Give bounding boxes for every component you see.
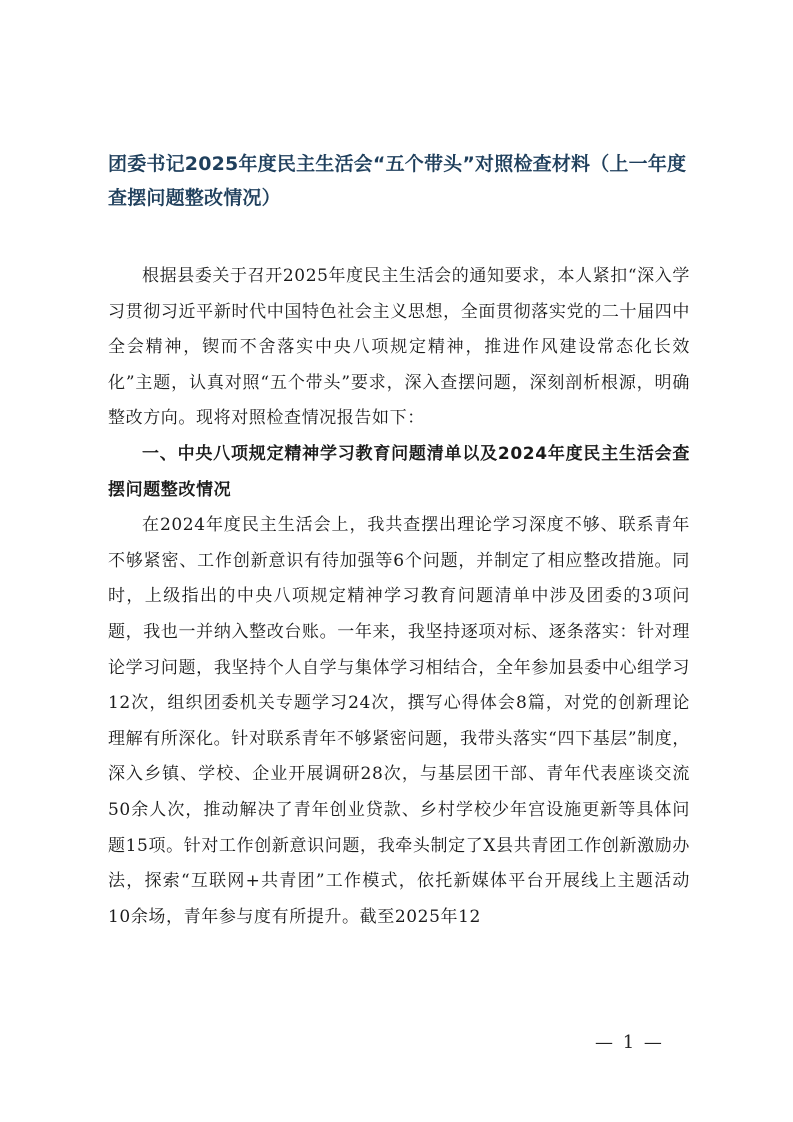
document-body: [108, 259, 690, 935]
document-title: 团委书记2025年度民主生活会“五个带头”对照检查材料（上一年度查摆问题整改情况）: [108, 153, 687, 209]
page-number: — 1 —: [595, 1032, 664, 1053]
intro-paragraph: 根据县委关于召开2025年度民主生活会的通知要求，本人紧扣“深入学习贯彻习近平新时代中国特色社会主义思想，全面贯彻落实党的二十届四中全会精神，锲而不舍落实中央八项规定精神，推进作风建设常态化长效化”主题，认真对照“五个带头”要求，深入查摆问题，深刻剖析根源，明确整改方向。现将对照检查情况报告如下：: [108, 266, 690, 429]
section-paragraph: 在2024年度民主生活会上，我共查摆出理论学习深度不够、联系青年不够紧密、工作创新意识有待加强等6个问题，并制定了相应整改措施。同时，上级指出的中央八项规定精神学习教育问题清单中涉及团委的3项问题，我也一并纳入整改台账。一年来，我坚持逐项对标、逐条落实：针对理论学习问题，我坚持个人自学与集体学习相结合，全年参加县委中心组学习12次，组织团委机关专题学习24次，撰写心得体会8篇，对党的创新理论理解有所深化。针对联系青年不够紧密问题，我带头落实“四下基层”制度，深入乡镇、学校、企业开展调研28次，与基层团干部、青年代表座谈交流50余人次，推动解决了青年创业贷款、乡村学校少年宫设施更新等具体问题15项。针对工作创新意识问题，我牵头制定了X县共青团工作创新激励办法，探索“互联网+共青团”工作模式，依托新媒体平台开展线上主题活动10余场，青年参与度有所提升。截至2025年12: [108, 515, 690, 927]
section-heading: 一、中央八项规定精神学习教育问题清单以及2024年度民主生活会查摆问题整改情况: [108, 443, 690, 500]
